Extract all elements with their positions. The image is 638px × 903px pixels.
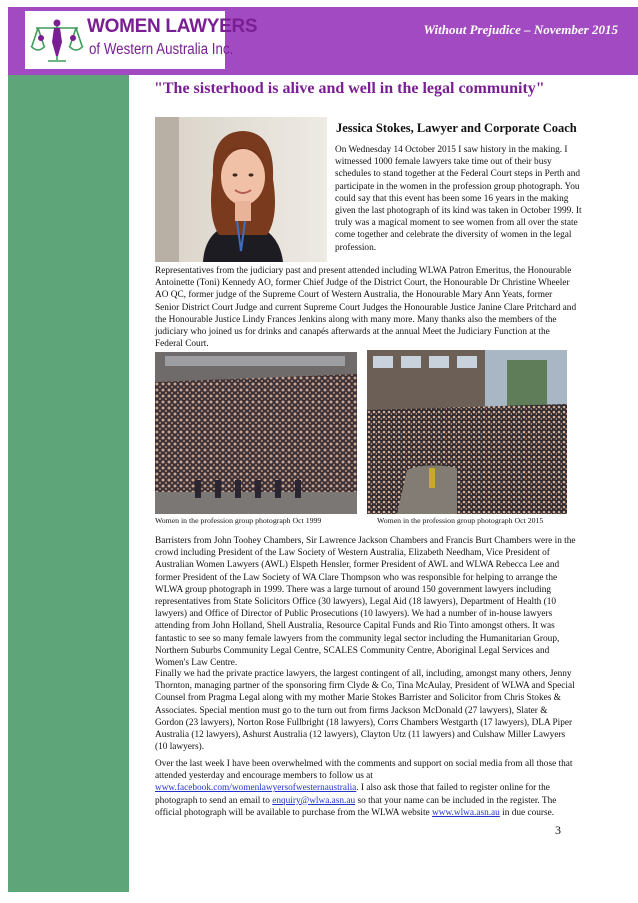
group-photo-2015	[367, 350, 567, 514]
closing-text-4: in due course.	[499, 807, 555, 818]
closing-paragraph	[155, 758, 577, 819]
closing-text-3: so that your name can be included in the register. The official photograph will be available to purchase from the WLWA website	[155, 795, 557, 818]
header-banner	[8, 7, 638, 75]
private-practice-paragraph: Finally we had the private practice lawyers, the largest contingent of all, including, amongst many others, Jenny Thornton, managing partner of the sponsoring firm Clyde & Co, Tina McAulay, President of WLWA and Special Counsel from Pragma Legal along with my mother Marie Stokes Barrister and Solicitor from Chris Stokes & Associates. Special mention must go to the turn out from firms Jackson McDonald (27 lawyers), Slater & Gordon (23 lawyers), Norton Rose Fullbright (18 lawyers), Corrs Chambers Westgarth (17 lawyers), DLA Piper Australia (12 lawyers), Ashurst Australia (12 lawyers), Clayton Utz (11 lawyers) and Culshaw Miller Lawyers (10 lawyers).	[155, 669, 575, 753]
page-number: 3	[555, 823, 561, 837]
email-link[interactable]: enquiry@wlwa.asn.au	[272, 795, 356, 806]
logo-title: WOMEN LAWYERS	[87, 16, 258, 37]
issue-title: Without Prejudice – November 2015	[423, 22, 618, 37]
green-sidebar	[8, 75, 129, 892]
barristers-paragraph: Barristers from John Toohey Chambers, Sir Lawrence Jackson Chambers and Francis Burt Chambers were in the crowd including President of the Law Society of Western Australia, Elizabeth Needham, Vice President of Australian Women Lawyers (AWL) Elspeth Hensler, former President of AWL and WLWA Rebecca Lee and former President of the Law Society of WA Clare Thompson who was responsible for helping to arrange the WLWA group photograph in 1999. There was a large turnout of around 150 government lawyers including representatives from State Solicitors Office (30 lawyers), Legal Aid (18 lawyers), Department of Health (10 lawyers) and Office of Director of Public Prosecutions (10 lawyers). We had a number of in-house lawyers attending from John Holland, Shell Australia, Resource Capital Funds and Rio Tinto amongst others. It was fantastic to see so many female lawyers from the community legal sector including the Humanitarian Group, Northern Suburbs Community Legal Centre, SCALES Community Centre, Aboriginal Legal Services and Women's Law Centre.	[155, 536, 576, 669]
caption-1999: Women in the profession group photograph Oct 1999	[155, 516, 322, 525]
intro-paragraph: On Wednesday 14 October 2015 I saw history in the making. I witnessed 1000 female lawyers take time out of their busy schedules to stand together at the Federal Court steps in Perth and participate in the women in the profession group photograph. You could say that this event has been some 16 years in the making given the last photograph of its kind was taken in October 1999. It truly was a magical moment to see women from all over the state come together and celebrate the diversity of women in the legal profession.	[335, 145, 582, 253]
group-photo-1999	[155, 352, 357, 514]
closing-text-2: . I also ask those that failed to register online for the photograph to send an email to	[155, 783, 550, 806]
logo-subtitle: of Western Australia Inc.	[89, 41, 234, 58]
facebook-link[interactable]: www.facebook.com/womenlawyersofwesternaustralia	[155, 783, 357, 794]
article-headline: "The sisterhood is alive and well in the legal community"	[154, 80, 545, 97]
article-author: Jessica Stokes, Lawyer and Corporate Coach	[336, 121, 577, 135]
judiciary-paragraph: Representatives from the judiciary past and present attended including WLWA Patron Emeritus, the Honourable Antoinette (Toni) Kennedy AO, former Chief Judge of the District Court, the Honourable Dr Christine Wheeler AO QC, former judge of the Supreme Court of Western Australia, the Honourable Mary Ann Yeats, former Senior District Court Judge and current Supreme Court Judges the Honourable Justice Janine Clare Pritchard and the Honourable Justice Lindy Frances Jenkins along with many more. Many thanks also the members of the judiciary who joined us for drinks and canapés afterwards at the annual Meet the Judiciary Function at the Federal Court.	[155, 266, 577, 350]
wlwa-logo	[25, 11, 258, 69]
author-portrait-photo	[155, 117, 327, 262]
closing-text-1: Over the last week I have been overwhelmed with the comments and support on social media from all those that attended yesterday and encourage members to follow us at	[155, 759, 573, 782]
caption-2015: Women in the profession group photograph Oct 2015	[377, 516, 544, 525]
scales-of-justice-icon	[28, 16, 86, 66]
website-link[interactable]: www.wlwa.asn.au	[432, 807, 500, 818]
